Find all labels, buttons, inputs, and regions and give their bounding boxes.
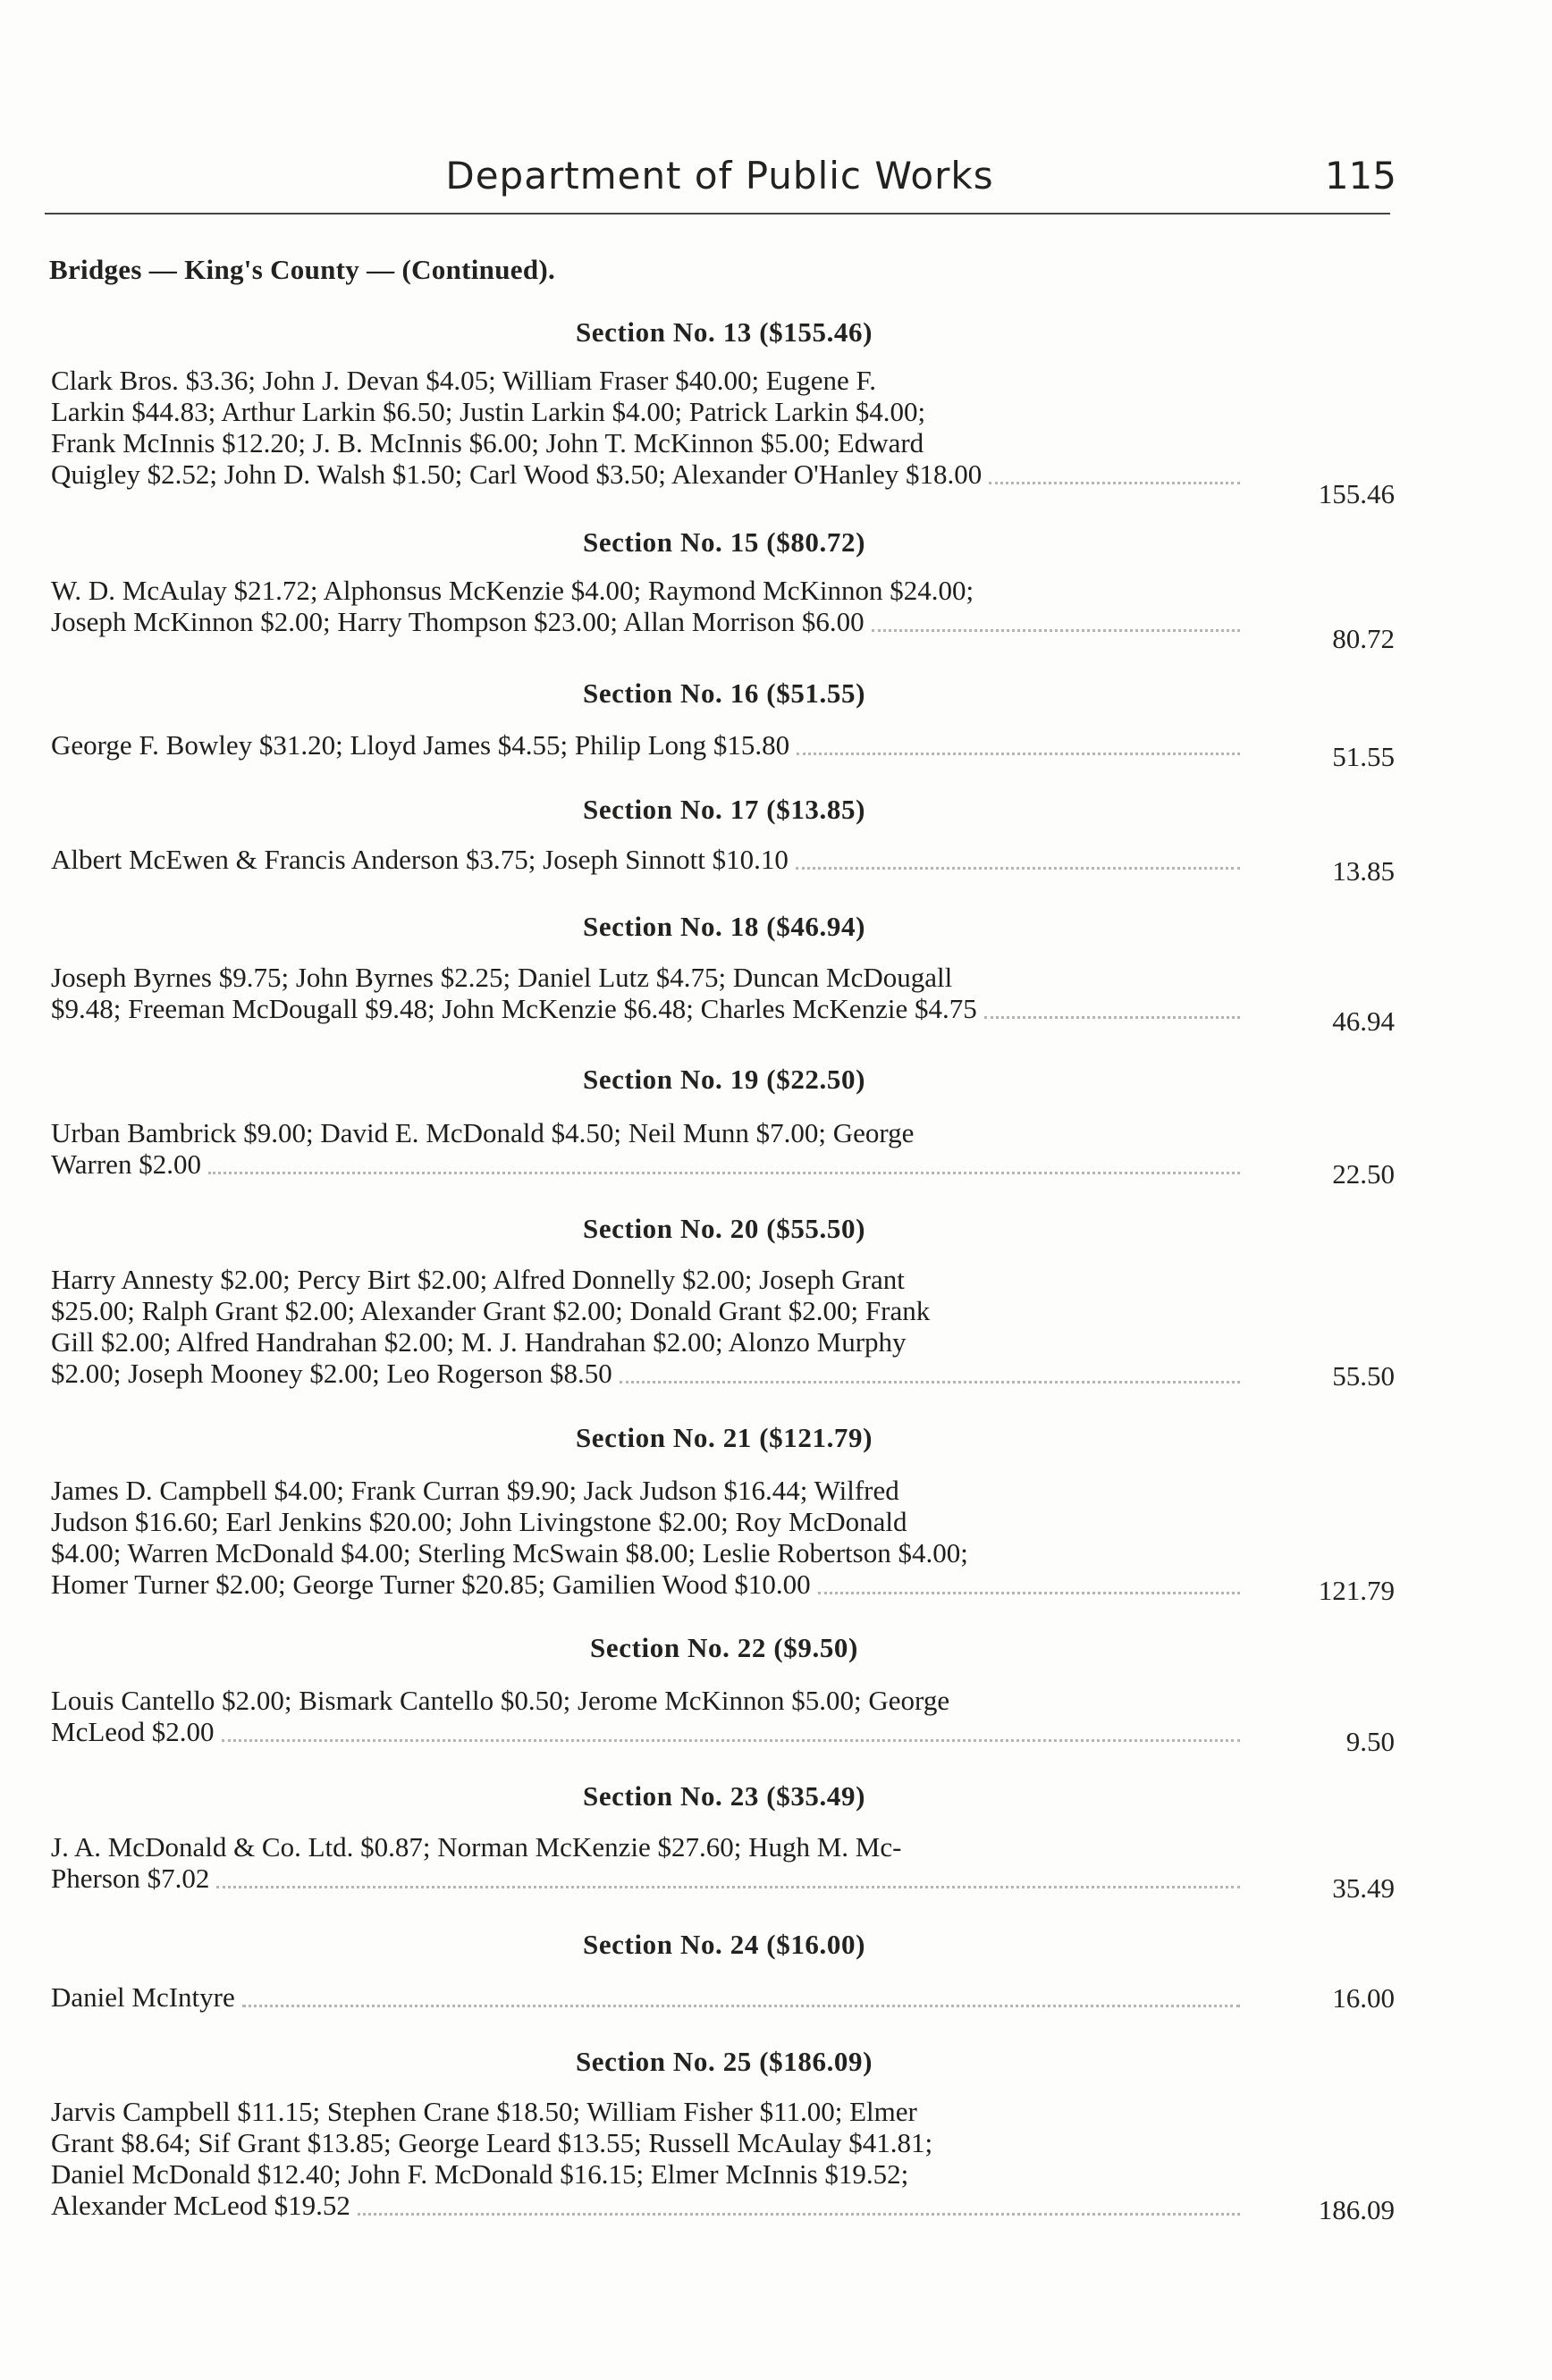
entry-line [51,575,1240,606]
entry-line [51,1358,1240,1389]
entry-line-text: Gill $2.00; Alfred Handrahan $2.00; M. J. Handrahan $2.00; Alonzo Murphy [51,1326,907,1358]
entry-line-text: James D. Campbell $4.00; Frank Curran $9.90; Jack Judson $16.44; Wilfred [51,1475,899,1506]
entry-line-text: Alexander McLeod $19.52 [51,2190,350,2221]
section-amount: 51.55 [1332,741,1395,772]
entry-line [51,2158,1240,2190]
section-entry [51,1264,1240,1389]
entry-line [51,993,1240,1024]
entry-line [51,1506,1240,1537]
entry-line-text: Joseph McKinnon $2.00; Harry Thompson $23.00; Allan Morrison $6.00 [51,606,865,637]
section-entry [51,1117,1240,1180]
section-amount: 121.79 [1318,1575,1395,1606]
entry-line [51,2096,1240,2127]
dot-leader [872,629,1240,632]
dot-leader [620,1381,1240,1383]
section-entry [51,844,1240,875]
section-title: Section No. 16 ($51.55) [582,677,866,709]
entry-line [51,729,1240,761]
entry-line [51,1981,1240,2013]
section-entry [51,2096,1240,2221]
section-amount: 13.85 [1332,855,1395,887]
entry-line [51,1264,1240,1295]
section-amount: 155.46 [1318,478,1395,509]
dot-leader [242,2005,1240,2007]
entry-line-text: Homer Turner $2.00; George Turner $20.85; Gamilien Wood $10.00 [51,1568,811,1600]
entry-line-text: Pherson $7.02 [51,1863,210,1894]
entry-line-text: McLeod $2.00 [51,1716,215,1747]
entry-line [51,606,1240,637]
header-rule [45,213,1390,214]
entry-line-text: J. A. McDonald & Co. Ltd. $0.87; Norman McKenzie $27.60; Hugh M. Mc- [51,1831,902,1863]
entry-line [51,2190,1240,2221]
entry-line-text: Jarvis Campbell $11.15; Stephen Crane $18.50; William Fisher $11.00; Elmer [51,2096,917,2127]
entry-line-text: Larkin $44.83; Arthur Larkin $6.50; Justin Larkin $4.00; Patrick Larkin $4.00; [51,396,926,427]
section-title: Section No. 13 ($155.46) [575,316,873,348]
dot-leader [222,1739,1240,1742]
entry-line [51,962,1240,993]
entry-line [51,1148,1240,1180]
entry-line [51,1716,1240,1747]
entry-line-text: W. D. McAulay $21.72; Alphonsus McKenzie $4.00; Raymond McKinnon $24.00; [51,575,974,606]
section-entry [51,575,1240,637]
entry-line-text: $9.48; Freeman McDougall $9.48; John McKenzie $6.48; Charles McKenzie $4.75 [51,993,977,1024]
dot-leader [796,867,1240,870]
section-amount: 186.09 [1318,2194,1395,2225]
entry-line-text: George F. Bowley $31.20; Lloyd James $4.55; Philip Long $15.80 [51,729,790,761]
entry-line-text: Judson $16.60; Earl Jenkins $20.00; John Livingstone $2.00; Roy McDonald [51,1506,907,1537]
section-entry [51,729,1240,761]
running-header [45,154,1395,216]
entry-line [51,1326,1240,1358]
section-title: Section No. 20 ($55.50) [582,1213,866,1244]
entry-line [51,458,1240,490]
entry-line [51,396,1240,427]
section-entry [51,1685,1240,1747]
entry-line [51,1863,1240,1894]
entry-line [51,2127,1240,2158]
entry-line-text: Louis Cantello $2.00; Bismark Cantello $0.50; Jerome McKinnon $5.00; George [51,1685,950,1716]
section-amount: 9.50 [1345,1726,1395,1757]
entry-line-text: $2.00; Joseph Mooney $2.00; Leo Rogerson $8.50 [51,1358,612,1389]
entry-line [51,1685,1240,1716]
dot-leader [818,1592,1240,1594]
entry-line [51,427,1240,458]
section-title: Section No. 15 ($80.72) [582,526,866,558]
entry-line-text: $25.00; Ralph Grant $2.00; Alexander Grant $2.00; Donald Grant $2.00; Frank [51,1295,931,1326]
entry-line-text: Frank McInnis $12.20; J. B. McInnis $6.00; John T. McKinnon $5.00; Edward [51,427,924,458]
dot-leader [358,2213,1240,2216]
entry-line [51,1831,1240,1863]
section-amount: 22.50 [1332,1158,1395,1190]
entry-line-text: Quigley $2.52; John D. Walsh $1.50; Carl Wood $3.50; Alexander O'Hanley $18.00 [51,458,983,490]
entry-line [51,1117,1240,1148]
section-title: Section No. 25 ($186.09) [575,2046,873,2077]
section-title: Section No. 19 ($22.50) [582,1064,866,1095]
section-title: Section No. 18 ($46.94) [582,911,866,942]
section-title: Section No. 22 ($9.50) [590,1632,858,1663]
page-number: 115 [1324,154,1396,198]
entry-line-text: Warren $2.00 [51,1148,201,1180]
entry-line [51,844,1240,875]
section-entry [51,1475,1240,1600]
section-title: Section No. 23 ($35.49) [582,1780,866,1812]
dot-leader [797,753,1240,755]
entry-line-text: Daniel McIntyre [51,1981,235,2013]
subheading: Bridges — King's County — (Continued). [49,254,556,285]
dot-leader [216,1886,1240,1888]
entry-line-text: Joseph Byrnes $9.75; John Byrnes $2.25; Daniel Lutz $4.75; Duncan McDougall [51,962,953,993]
entry-line-text: Urban Bambrick $9.00; David E. McDonald $4.50; Neil Munn $7.00; George [51,1117,915,1148]
page-title: Department of Public Works [445,154,994,198]
section-entry [51,962,1240,1024]
section-amount: 80.72 [1332,623,1395,654]
entry-line [51,365,1240,396]
dot-leader [984,1016,1240,1019]
section-entry [51,1831,1240,1894]
section-amount: 35.49 [1332,1872,1395,1904]
section-entry [51,1981,1240,2013]
entry-line-text: Daniel McDonald $12.40; John F. McDonald $16.15; Elmer McInnis $19.52; [51,2158,909,2190]
section-title: Section No. 24 ($16.00) [582,1929,866,1960]
section-title: Section No. 17 ($13.85) [582,794,866,825]
entry-line-text: Grant $8.64; Sif Grant $13.85; George Leard $13.55; Russell McAulay $41.81; [51,2127,933,2158]
dot-leader [208,1172,1240,1174]
dot-leader [989,482,1240,484]
entry-line [51,1568,1240,1600]
section-entry [51,365,1240,490]
section-amount: 16.00 [1332,1982,1395,2014]
entry-line-text: Clark Bros. $3.36; John J. Devan $4.05; William Fraser $40.00; Eugene F. [51,365,877,396]
entry-line-text: Albert McEwen & Francis Anderson $3.75; Joseph Sinnott $10.10 [51,844,789,875]
entry-line [51,1295,1240,1326]
section-title: Section No. 21 ($121.79) [575,1422,873,1453]
entry-line-text: Harry Annesty $2.00; Percy Birt $2.00; Alfred Donnelly $2.00; Joseph Grant [51,1264,905,1295]
entry-line [51,1475,1240,1506]
entry-line [51,1537,1240,1568]
entry-line-text: $4.00; Warren McDonald $4.00; Sterling McSwain $8.00; Leslie Robertson $4.00; [51,1537,968,1568]
section-amount: 55.50 [1332,1360,1395,1392]
section-amount: 46.94 [1332,1005,1395,1037]
